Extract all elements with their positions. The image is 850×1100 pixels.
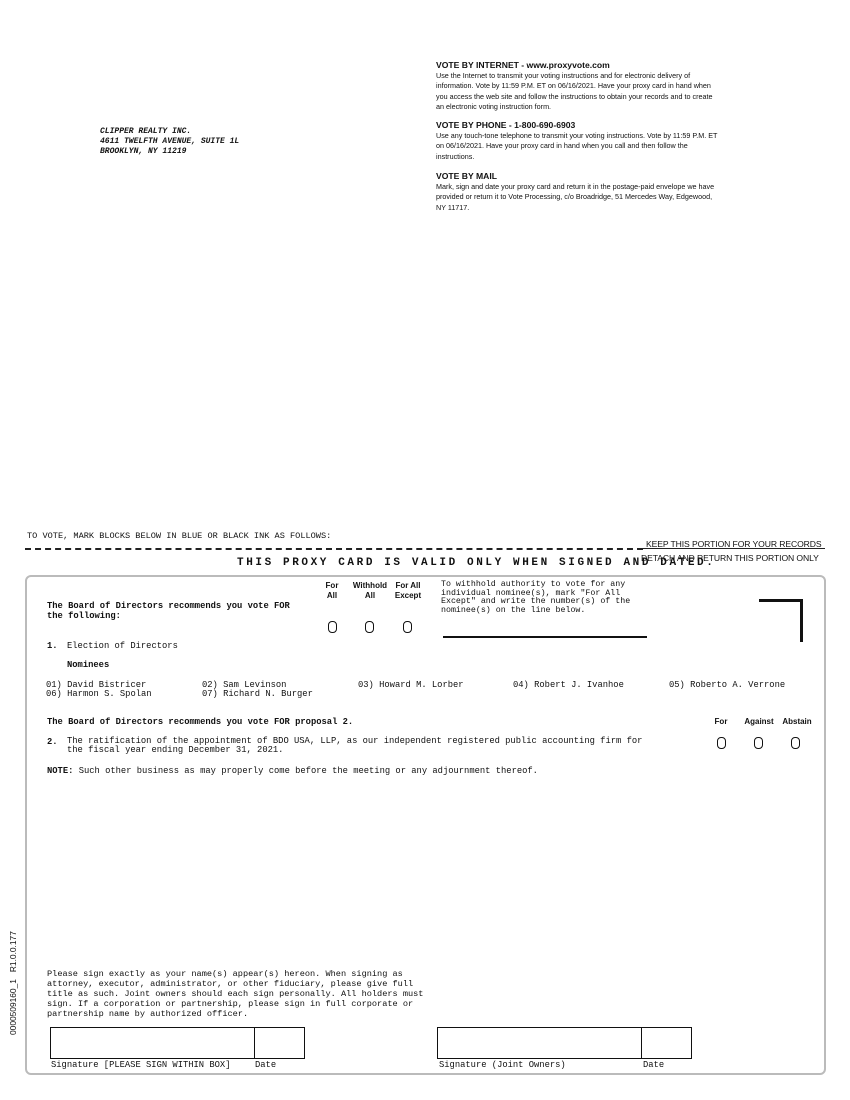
vote-mail-line: Mark, sign and date your proxy card and return it in the postage-paid envelope we have	[436, 182, 715, 191]
col-label: All	[364, 591, 376, 600]
col-label: Withhold	[352, 581, 388, 590]
sign-instruction-line: sign. If a corporation or partnership, please sign in full corporate or	[47, 999, 414, 1009]
vote-against-oval[interactable]	[754, 737, 763, 749]
company-name: CLIPPER REALTY INC.	[100, 127, 192, 136]
keep-portion-label: KEEP THIS PORTION FOR YOUR RECORDS	[646, 539, 822, 549]
sign-instruction-line: Please sign exactly as your name(s) appear(s) hereon. When signing as	[47, 969, 403, 979]
nominee: 06) Harmon S. Spolan	[46, 689, 152, 699]
vote-by-phone	[436, 120, 766, 162]
nominee: 07) Richard N. Burger	[202, 689, 313, 699]
vote-by-mail	[436, 171, 766, 213]
detach-dashed-line	[25, 548, 643, 550]
note	[47, 766, 538, 776]
joint-signature-date-divider	[641, 1027, 642, 1058]
company-address-line1: 4611 TWELFTH AVENUE, SUITE 1L	[100, 137, 240, 146]
proposal2-line: The ratification of the appointment of BDO USA, LLP, as our independent registered public accounting firm for	[67, 736, 643, 746]
proposal1-title: Election of Directors	[67, 641, 178, 651]
marking-instructions: TO VOTE, MARK BLOCKS BELOW IN BLUE OR BLACK INK AS FOLLOWS:	[27, 531, 332, 541]
recommend-line: the following:	[47, 611, 121, 621]
col-label: All	[326, 591, 338, 600]
valid-notice: THIS PROXY CARD IS VALID ONLY WHEN SIGNED AND DATED.	[237, 557, 716, 569]
note-text: Such other business as may properly come before the meeting or any adjournment thereof.	[78, 766, 538, 776]
sign-instruction-line: attorney, executor, administrator, or other fiduciary, please give full	[47, 979, 414, 989]
proposal2-text	[67, 737, 642, 755]
vote-mail-line: provided or return it to Vote Processing, c/o Broadridge, 51 Mercedes Way, Edgewood,	[436, 192, 713, 202]
vote-for-all-oval[interactable]	[328, 621, 337, 633]
detach-solid-line	[643, 548, 825, 549]
col-against-header: Against	[744, 717, 774, 726]
col-withhold-all-header	[349, 581, 391, 601]
withhold-line: To withhold authority to vote for any	[441, 580, 626, 589]
withhold-write-in-line[interactable]	[443, 636, 647, 638]
vote-internet-line: an electronic voting instruction form.	[436, 102, 552, 112]
withhold-line: Except" and write the number(s) of the	[441, 597, 631, 606]
signature-date-divider	[254, 1027, 255, 1058]
vote-abstain-oval[interactable]	[791, 737, 800, 749]
vote-internet-heading: VOTE BY INTERNET - www.proxyvote.com	[436, 60, 610, 70]
recommend-line: The Board of Directors recommends you vote FOR	[47, 601, 290, 611]
col-label: For	[325, 581, 339, 590]
proposal2-recommendation: The Board of Directors recommends you vote FOR proposal 2.	[47, 717, 354, 727]
detach-portion-label: DETACH AND RETURN THIS PORTION ONLY	[641, 553, 819, 563]
sign-instruction-line: partnership name by authorized officer.	[47, 1009, 249, 1019]
withhold-line: nominee(s) on the line below.	[441, 605, 586, 615]
sign-instructions	[47, 969, 423, 1019]
document-side-code: 0000509160_1 R1.0.0.177	[8, 931, 18, 1035]
joint-date-label: Date	[643, 1060, 665, 1070]
signature-label: Signature [PLEASE SIGN WITHIN BOX]	[51, 1060, 231, 1070]
joint-signature-box[interactable]	[437, 1027, 692, 1059]
nominee: 05) Roberto A. Verrone	[669, 680, 786, 690]
col-label: For All	[395, 581, 421, 590]
nominee: 04) Robert J. Ivanhoe	[513, 680, 624, 690]
vote-withhold-all-oval[interactable]	[365, 621, 374, 633]
company-address-line2: BROOKLYN, NY 11219	[100, 147, 187, 156]
vote-for-oval[interactable]	[717, 737, 726, 749]
nominee: 01) David Bistricer	[46, 680, 147, 690]
vote-phone-line: on 06/16/2021. Have your proxy card in hand when you call and then follow the	[436, 141, 688, 151]
joint-signature-label: Signature (Joint Owners)	[439, 1060, 566, 1070]
date-label: Date	[255, 1060, 277, 1070]
registration-corner-mark	[759, 599, 803, 642]
nominee: 03) Howard M. Lorber	[358, 680, 464, 690]
vote-phone-line: instructions.	[436, 151, 475, 161]
col-label: Except	[394, 591, 422, 600]
withhold-instruction	[441, 581, 630, 615]
company-address	[100, 127, 239, 157]
vote-internet-line: information. Vote by 11:59 P.M. ET on 06/16/2021. Have your proxy card in hand when	[436, 81, 711, 91]
withhold-line: individual nominee(s), mark "For All	[441, 588, 621, 598]
note-label: NOTE:	[47, 766, 74, 776]
proposal1-number: 1.	[47, 641, 58, 651]
vote-mail-line: NY 11717.	[436, 202, 470, 212]
proposal2-line: the fiscal year ending December 31, 2021.	[67, 745, 284, 755]
col-for-all-except-header	[392, 581, 424, 601]
vote-phone-heading: VOTE BY PHONE - 1-800-690-6903	[436, 120, 576, 130]
proposal2-number: 2.	[47, 737, 58, 747]
signature-box[interactable]	[50, 1027, 305, 1059]
nominee: 02) Sam Levinson	[202, 680, 287, 690]
vote-internet-line: Use the Internet to transmit your voting instructions and for electronic delivery of	[436, 71, 691, 80]
vote-mail-heading: VOTE BY MAIL	[436, 171, 497, 181]
vote-internet-line: you access the web site and follow the instructions to obtain your records and to create	[436, 91, 713, 101]
proposal1-recommendation	[47, 601, 290, 621]
vote-for-all-except-oval[interactable]	[403, 621, 412, 633]
col-for-header: For	[714, 717, 728, 726]
nominees-label: Nominees	[67, 660, 110, 670]
vote-by-internet	[436, 60, 766, 113]
vote-phone-line: Use any touch-tone telephone to transmit your voting instructions. Vote by 11:59 P.M. ET	[436, 131, 718, 140]
col-for-all-header	[318, 581, 346, 601]
col-abstain-header: Abstain	[782, 717, 812, 726]
sign-instruction-line: title as such. Joint owners should each sign personally. All holders must	[47, 989, 424, 999]
